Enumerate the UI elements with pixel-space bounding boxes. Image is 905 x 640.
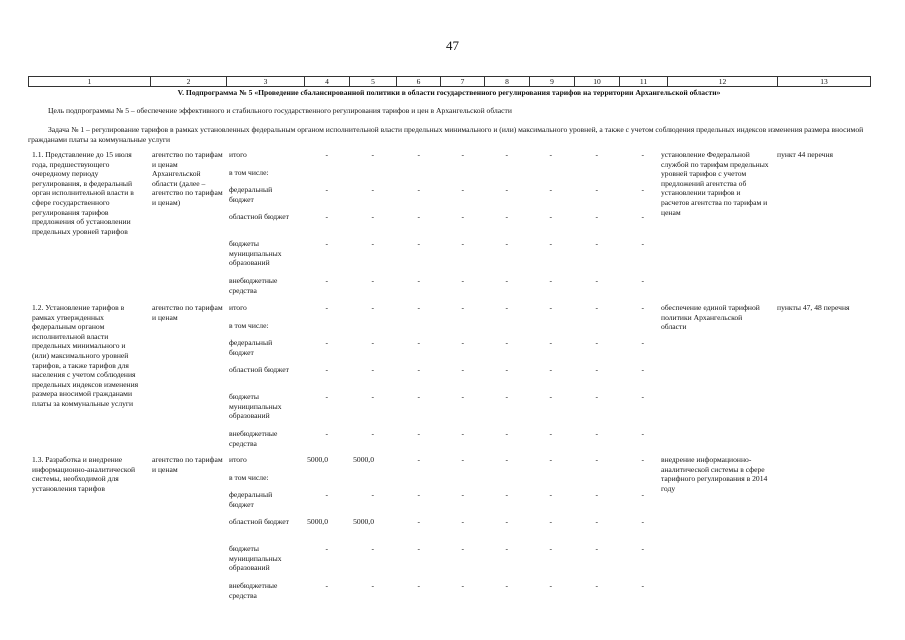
funding-source-label: бюджеты муниципальных образований bbox=[229, 239, 282, 268]
funding-value: - bbox=[371, 338, 374, 347]
goal-text: Цель подпрограммы № 5 – обеспечение эффективного и стабильного государственного регулирования тарифов и цен в Архангельской области bbox=[48, 106, 512, 115]
funding-value: - bbox=[461, 517, 464, 526]
funding-value: - bbox=[549, 544, 552, 553]
funding-source-label: итого bbox=[229, 303, 247, 312]
funding-value: - bbox=[549, 517, 552, 526]
funding-value: - bbox=[549, 392, 552, 401]
funding-value: - bbox=[595, 581, 598, 590]
funding-value: - bbox=[417, 581, 420, 590]
funding-value: - bbox=[461, 150, 464, 159]
funding-value: - bbox=[371, 150, 374, 159]
funding-value: - bbox=[461, 303, 464, 312]
activity-result: установление Федеральной службой по тарифам предельных уровней тарифов с учетом предложений агентства об установлении тарифов и расчетов агентства по тарифам и ценам bbox=[661, 150, 769, 217]
funding-value: - bbox=[595, 239, 598, 248]
funding-source-label: федеральный бюджет bbox=[229, 185, 273, 204]
section-title: V. Подпрограмма № 5 «Проведение сбалансированной политики в области государственного регулирования тарифов на территории Архангельской области» bbox=[177, 88, 721, 97]
funding-value: - bbox=[461, 212, 464, 221]
column-number-9: 9 bbox=[530, 77, 575, 87]
funding-source-label: внебюджетные средства bbox=[229, 276, 278, 295]
funding-value: - bbox=[461, 276, 464, 285]
funding-source-label: областной бюджет bbox=[229, 212, 289, 221]
funding-value: - bbox=[595, 185, 598, 194]
funding-value: - bbox=[461, 185, 464, 194]
funding-value: - bbox=[641, 303, 644, 312]
funding-value: - bbox=[325, 303, 328, 312]
funding-value: - bbox=[417, 150, 420, 159]
funding-value: - bbox=[641, 490, 644, 499]
funding-value: - bbox=[595, 517, 598, 526]
task-text: Задача № 1 – регулирование тарифов в рамках установленных федеральным органом исполнительной власти предельных минимального и (или) максимального уровней, а также с учетом соблюдения предельных индексов изменения размера вносимой гражданами платы за коммунальные услуги bbox=[28, 125, 864, 144]
funding-value: - bbox=[505, 185, 508, 194]
funding-value: - bbox=[549, 365, 552, 374]
funding-value: - bbox=[371, 544, 374, 553]
column-number-11: 11 bbox=[620, 77, 668, 87]
funding-value: - bbox=[417, 517, 420, 526]
funding-value: - bbox=[505, 490, 508, 499]
funding-value: - bbox=[641, 365, 644, 374]
funding-value: - bbox=[417, 338, 420, 347]
funding-value: - bbox=[417, 185, 420, 194]
funding-value: - bbox=[371, 490, 374, 499]
funding-value: - bbox=[505, 429, 508, 438]
funding-source-label: в том числе: bbox=[229, 473, 269, 482]
column-number-6: 6 bbox=[397, 77, 441, 87]
column-number-2: 2 bbox=[151, 77, 227, 87]
page-number: 47 bbox=[446, 38, 459, 53]
funding-value: 5000,0 bbox=[353, 455, 374, 464]
funding-value: - bbox=[325, 185, 328, 194]
funding-value: - bbox=[505, 338, 508, 347]
funding-value: - bbox=[325, 150, 328, 159]
funding-value: - bbox=[641, 338, 644, 347]
funding-value: 5000,0 bbox=[307, 517, 328, 526]
activity-result: обеспечение единой тарифной политики Архангельской области bbox=[661, 303, 760, 332]
funding-value: - bbox=[595, 365, 598, 374]
funding-value: - bbox=[417, 429, 420, 438]
funding-value: - bbox=[641, 239, 644, 248]
funding-value: - bbox=[461, 429, 464, 438]
funding-source-label: бюджеты муниципальных образований bbox=[229, 392, 282, 421]
funding-value: - bbox=[595, 150, 598, 159]
activity-executor: агентство по тарифам и ценам bbox=[152, 455, 223, 474]
funding-value: - bbox=[549, 303, 552, 312]
funding-value: - bbox=[505, 392, 508, 401]
funding-value: - bbox=[595, 212, 598, 221]
funding-value: - bbox=[641, 150, 644, 159]
column-number-7: 7 bbox=[441, 77, 485, 87]
column-number-8: 8 bbox=[485, 77, 530, 87]
funding-value: - bbox=[371, 212, 374, 221]
funding-value: - bbox=[371, 365, 374, 374]
activity-result: внедрение информационно-аналитической системы в сфере тарифного регулирования в 2014 году bbox=[661, 455, 768, 493]
funding-value: - bbox=[371, 429, 374, 438]
funding-source-label: федеральный бюджет bbox=[229, 338, 273, 357]
column-number-12: 12 bbox=[668, 77, 778, 87]
funding-value: - bbox=[325, 212, 328, 221]
funding-source-label: внебюджетные средства bbox=[229, 581, 278, 600]
funding-value: - bbox=[505, 365, 508, 374]
funding-value: - bbox=[595, 455, 598, 464]
column-number-4: 4 bbox=[305, 77, 350, 87]
funding-value: - bbox=[417, 303, 420, 312]
funding-source-label: итого bbox=[229, 150, 247, 159]
funding-value: - bbox=[505, 581, 508, 590]
funding-value: - bbox=[595, 338, 598, 347]
funding-value: - bbox=[549, 490, 552, 499]
funding-value: - bbox=[641, 276, 644, 285]
funding-value: - bbox=[505, 239, 508, 248]
funding-value: - bbox=[417, 276, 420, 285]
funding-value: - bbox=[505, 455, 508, 464]
funding-value: - bbox=[595, 276, 598, 285]
funding-value: - bbox=[371, 239, 374, 248]
funding-value: - bbox=[325, 490, 328, 499]
funding-value: - bbox=[641, 517, 644, 526]
funding-value: - bbox=[325, 429, 328, 438]
funding-value: - bbox=[325, 276, 328, 285]
funding-value: - bbox=[549, 239, 552, 248]
funding-value: - bbox=[549, 581, 552, 590]
funding-value: - bbox=[461, 544, 464, 553]
funding-value: - bbox=[461, 581, 464, 590]
funding-value: - bbox=[505, 150, 508, 159]
funding-value: 5000,0 bbox=[353, 517, 374, 526]
funding-value: - bbox=[505, 544, 508, 553]
funding-value: - bbox=[417, 455, 420, 464]
funding-value: - bbox=[461, 365, 464, 374]
funding-value: - bbox=[505, 212, 508, 221]
funding-value: - bbox=[595, 490, 598, 499]
funding-value: 5000,0 bbox=[307, 455, 328, 464]
funding-value: - bbox=[505, 517, 508, 526]
funding-value: - bbox=[371, 581, 374, 590]
funding-source-label: в том числе: bbox=[229, 168, 269, 177]
funding-value: - bbox=[595, 429, 598, 438]
funding-value: - bbox=[461, 490, 464, 499]
funding-value: - bbox=[461, 392, 464, 401]
funding-value: - bbox=[461, 239, 464, 248]
activity-name: 1.1. Представление до 15 июля года, предшествующего очередному периоду регулирования, в федеральный орган исполнительной власти в сфере государственного регулирования тарифов предложения об установлении предельных уровней тарифов bbox=[32, 150, 134, 236]
funding-value: - bbox=[595, 303, 598, 312]
funding-value: - bbox=[325, 239, 328, 248]
funding-value: - bbox=[549, 338, 552, 347]
funding-value: - bbox=[325, 365, 328, 374]
funding-value: - bbox=[371, 392, 374, 401]
funding-value: - bbox=[641, 455, 644, 464]
funding-value: - bbox=[325, 392, 328, 401]
funding-value: - bbox=[371, 185, 374, 194]
activity-executor: агентство по тарифам и ценам Архангельской области (далее – агентство по тарифам и ценам) bbox=[152, 150, 223, 207]
funding-value: - bbox=[549, 276, 552, 285]
funding-value: - bbox=[417, 212, 420, 221]
funding-source-label: внебюджетные средства bbox=[229, 429, 278, 448]
funding-value: - bbox=[325, 581, 328, 590]
funding-source-label: итого bbox=[229, 455, 247, 464]
activity-name: 1.2. Установление тарифов в рамках утвержденных федеральным органом исполнительной власти предельных минимального и (или) максимального уровней тарифов, а также тарифов для населения с учетом соблюдения предельных индексов изменения размера вносимой гражданами платы за коммунальные услуги bbox=[32, 303, 139, 408]
funding-source-label: областной бюджет bbox=[229, 517, 289, 526]
funding-value: - bbox=[505, 276, 508, 285]
funding-value: - bbox=[641, 212, 644, 221]
funding-value: - bbox=[549, 455, 552, 464]
funding-value: - bbox=[641, 392, 644, 401]
column-number-1: 1 bbox=[29, 77, 151, 87]
funding-value: - bbox=[461, 338, 464, 347]
funding-value: - bbox=[641, 544, 644, 553]
column-number-5: 5 bbox=[350, 77, 397, 87]
activity-reference: пункты 47, 48 перечня bbox=[777, 303, 850, 312]
funding-value: - bbox=[325, 338, 328, 347]
funding-source-label: бюджеты муниципальных образований bbox=[229, 544, 282, 573]
activity-executor: агентство по тарифам и ценам bbox=[152, 303, 223, 322]
funding-value: - bbox=[417, 490, 420, 499]
funding-value: - bbox=[549, 429, 552, 438]
activity-reference: пункт 44 перечня bbox=[777, 150, 834, 159]
funding-source-label: областной бюджет bbox=[229, 365, 289, 374]
funding-value: - bbox=[417, 239, 420, 248]
funding-value: - bbox=[595, 392, 598, 401]
funding-source-label: в том числе: bbox=[229, 321, 269, 330]
funding-value: - bbox=[549, 185, 552, 194]
column-number-13: 13 bbox=[778, 77, 871, 87]
funding-value: - bbox=[641, 429, 644, 438]
funding-value: - bbox=[641, 581, 644, 590]
funding-source-label: федеральный бюджет bbox=[229, 490, 273, 509]
column-number-10: 10 bbox=[575, 77, 620, 87]
funding-value: - bbox=[595, 544, 598, 553]
funding-value: - bbox=[505, 303, 508, 312]
funding-value: - bbox=[549, 150, 552, 159]
column-number-3: 3 bbox=[227, 77, 305, 87]
funding-value: - bbox=[549, 212, 552, 221]
funding-value: - bbox=[325, 544, 328, 553]
activity-name: 1.3. Разработка и внедрение информационно-аналитической системы, необходимой для установления тарифов bbox=[32, 455, 136, 493]
funding-value: - bbox=[371, 276, 374, 285]
funding-value: - bbox=[417, 392, 420, 401]
funding-value: - bbox=[461, 455, 464, 464]
funding-value: - bbox=[371, 303, 374, 312]
column-number-header bbox=[28, 76, 871, 87]
funding-value: - bbox=[417, 365, 420, 374]
funding-value: - bbox=[641, 185, 644, 194]
funding-value: - bbox=[417, 544, 420, 553]
